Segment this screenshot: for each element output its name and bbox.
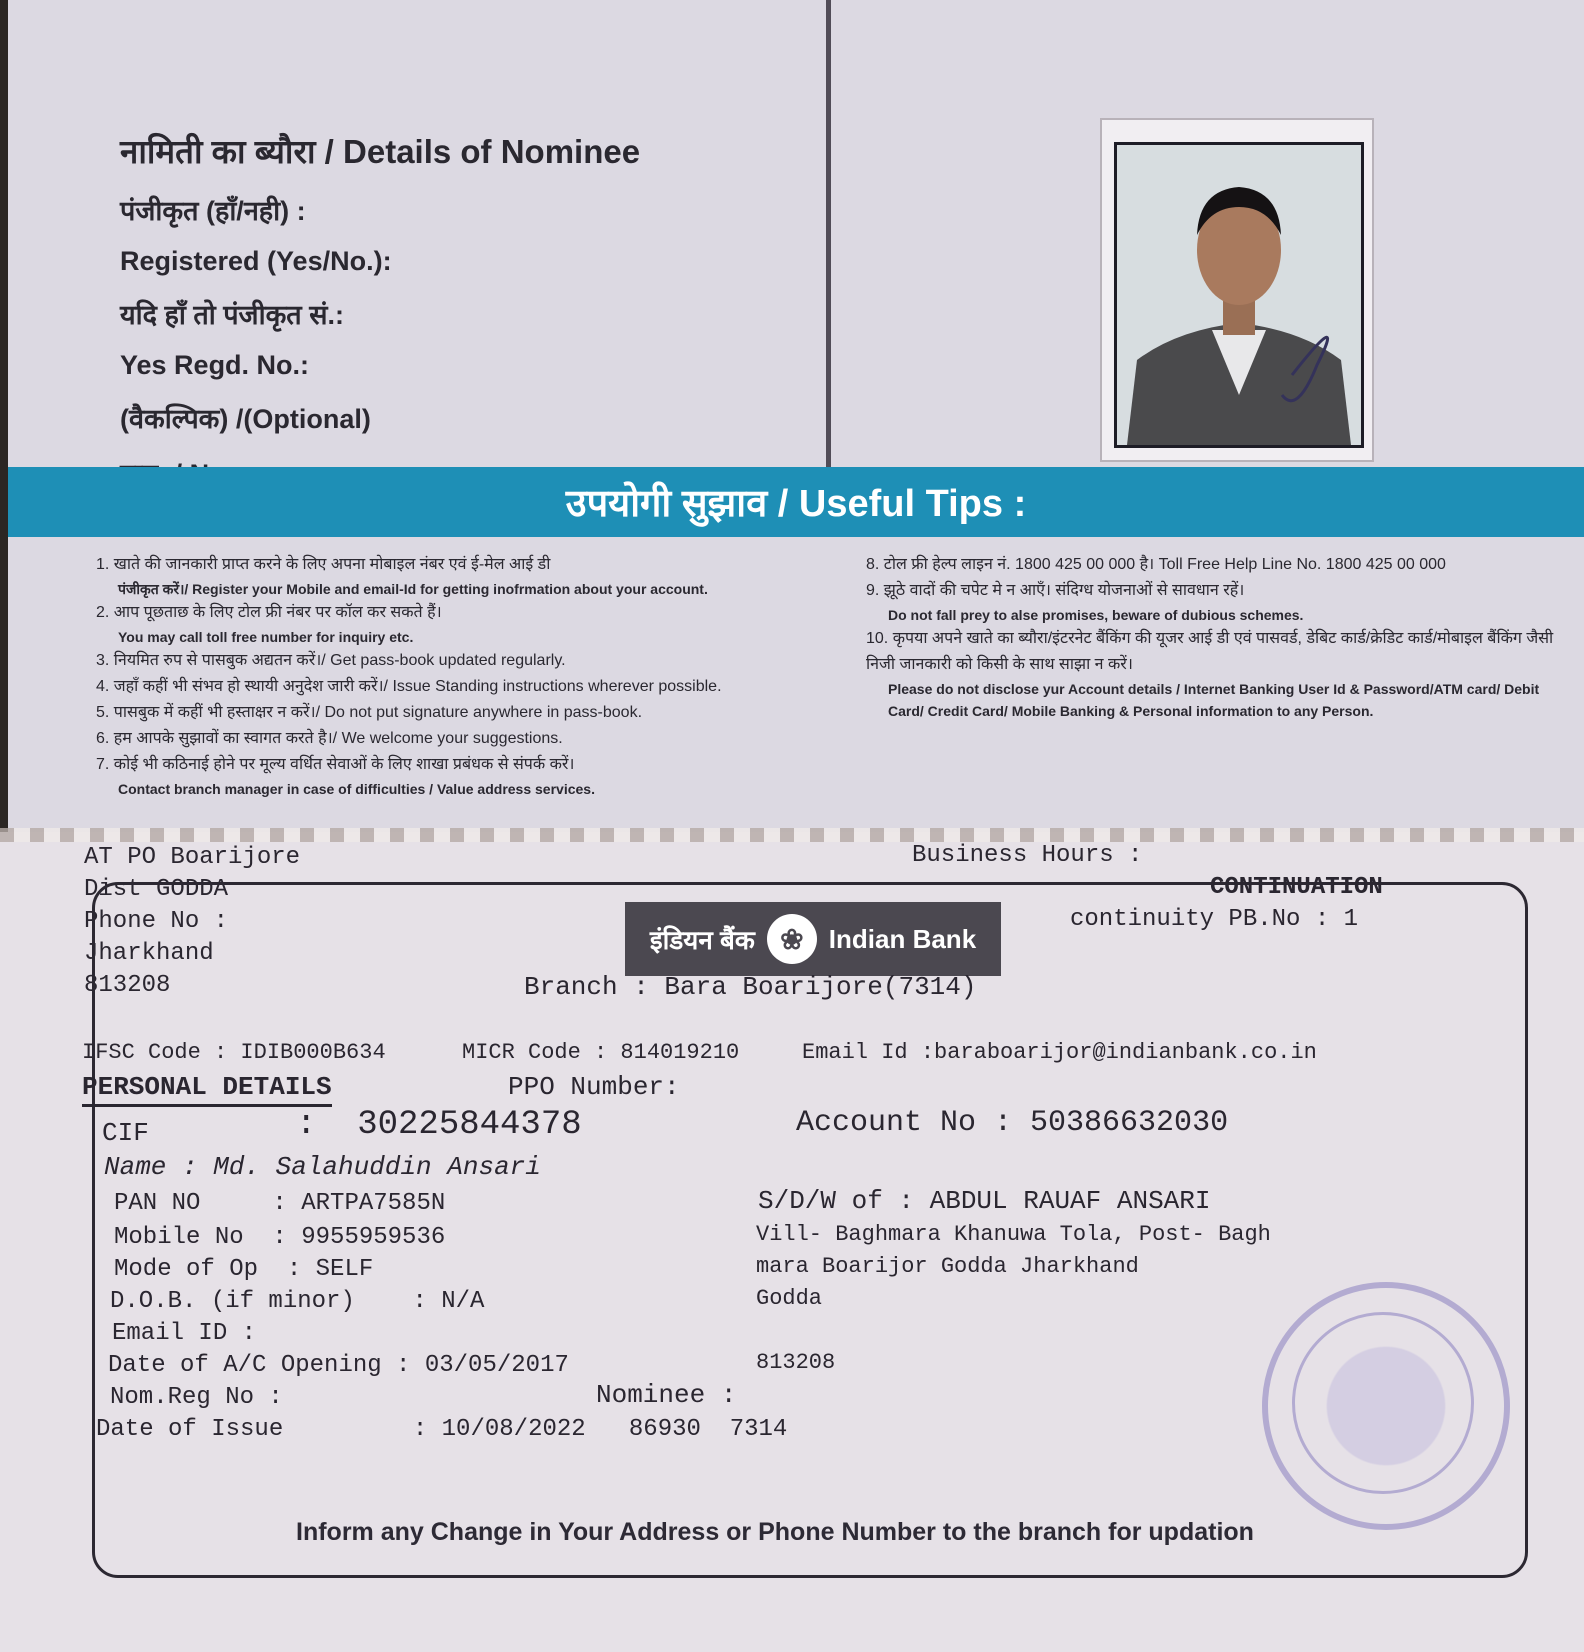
bank-logo-english: Indian Bank [828, 923, 977, 954]
personal-details-heading: PERSONAL DETAILS [82, 1072, 332, 1107]
optional-label: (वैकल्पिक) /(Optional) [120, 404, 371, 434]
tip-1-en: पंजीकृत करें।/ Register your Mobile and email-Id for getting inofrmation about your account. [118, 581, 708, 597]
nominee-label: Nominee : [596, 1380, 737, 1410]
registered-hindi: पंजीकृत (हाँ/नही) : [120, 196, 306, 226]
useful-tips-banner [8, 467, 1584, 537]
address-line: Jharkhand [84, 940, 214, 967]
tip-7: 7. कोई भी कठिनाई होने पर मूल्य वर्धित सेवाओं के लिए शाखा प्रबंधक से संपर्क करें। [96, 756, 575, 773]
cif-label: CIF [102, 1118, 149, 1148]
business-hours: Business Hours : [912, 842, 1143, 869]
tip-3: 3. नियमित रुप से पासबुक अद्यतन करें।/ Get pass-book updated regularly. [96, 652, 566, 669]
tip-2: 2. आप पूछताछ के लिए टोल फ्री नंबर पर कॉल कर सकते हैं। [96, 604, 442, 621]
bank-seal-stamp [1262, 1282, 1510, 1530]
ppo-number: PPO Number: [508, 1072, 680, 1102]
address-pin: 813208 [756, 1350, 836, 1375]
nominee-heading: नामिती का ब्यौरा / Details of Nominee [120, 133, 641, 170]
cif-value: : 30225844378 [296, 1106, 582, 1144]
branch-email: Email Id :baraboarijor@indianbank.co.in [802, 1040, 1317, 1065]
mobile-number: Mobile No : 9955959536 [114, 1224, 446, 1251]
date-of-issue: Date of Issue : 10/08/2022 86930 7314 [96, 1416, 788, 1443]
tip-9-en: Do not fall prey to alse promises, beware of dubious schemes. [888, 607, 1304, 623]
branch-name: Branch : Bara Boarijore(7314) [524, 972, 977, 1002]
tips-right-column [866, 552, 1556, 722]
ifsc-code: IFSC Code : IDIB000B634 [82, 1040, 386, 1065]
registered-label: Registered (Yes/No.): [120, 246, 392, 276]
nomination-reg-no: Nom.Reg No : [110, 1384, 283, 1411]
passbook-number: continuity PB.No : 1 [1070, 906, 1359, 933]
tip-5: 5. पासबुक में कहीं भी हस्ताक्षर न करें।/ Do not put signature anywhere in pass-book. [96, 704, 643, 721]
address-line: 813208 [84, 972, 171, 999]
tip-4: 4. जहाँ कहीं भी संभव हो स्थायी अनुदेश जारी करें।/ Issue Standing instructions wherever possible. [96, 678, 722, 695]
micr-code: MICR Code : 814019210 [462, 1040, 740, 1065]
regd-no-label: Yes Regd. No.: [120, 350, 310, 380]
bank-logo-hindi: इंडियन बैंक [649, 925, 755, 955]
tip-7-en: Contact branch manager in case of difficulties / Value address services. [118, 781, 595, 797]
footer-notice: Inform any Change in Your Address or Phone Number to the branch for updation [296, 1518, 1254, 1546]
tip-9: 9. झूठे वादों की चपेट मे न आएँ। संदिग्ध योजनाओं से सावधान रहें। [866, 582, 1245, 599]
continuation-label: CONTINUATION [1210, 874, 1383, 901]
address-line-1: Vill- Baghmara Khanuwa Tola, Post- Bagh [756, 1222, 1271, 1247]
address-line-2: mara Boarijor Godda Jharkhand [756, 1254, 1139, 1279]
regd-no-hindi: यदि हाँ तो पंजीकृत सं.: [120, 300, 344, 330]
tip-8: 8. टोल फ्री हेल्प लाइन नं. 1800 425 00 000 है। Toll Free Help Line No. 1800 425 00 000 [866, 556, 1446, 573]
account-holder-photo [1114, 142, 1364, 448]
page-divider [826, 0, 831, 467]
tip-10-en: Please do not disclose yur Account details / Internet Banking User Id & Password/ATM card/ Debit Card/ Credit Card/ Mobile Banking & Personal information to any Person. [888, 681, 1540, 719]
parent-name: S/D/W of : ABDUL RAUAF ANSARI [758, 1186, 1211, 1216]
date-of-birth: D.O.B. (if minor) : N/A [110, 1288, 485, 1315]
indian-bank-logo [625, 902, 1001, 976]
nominee-details [120, 128, 640, 491]
address-line: Dist GODDA [84, 876, 229, 903]
bank-emblem-icon: ❀ [767, 914, 817, 964]
bank-seal-inner-ring [1292, 1312, 1474, 1494]
mode-of-operation: Mode of Op : SELF [114, 1256, 374, 1283]
useful-tips-title: उपयोगी सुझाव / Useful Tips : [565, 483, 1027, 525]
address-line: Phone No : [84, 908, 229, 935]
tip-2-en: You may call toll free number for inquiry etc. [118, 629, 414, 645]
account-holder-name: Name : Md. Salahuddin Ansari [104, 1152, 541, 1182]
passbook-stitching [0, 828, 1584, 842]
tip-10: 10. कृपया अपने खाते का ब्यौरा/इंटरनेट बैंकिंग की यूजर आई डी एवं पासवर्ड, डेबिट कार्ड/क्रेडिट कार्ड/मोबाइल बैंकिंग जैसी निजी जानकारी को किसी के साथ साझा न करें। [866, 630, 1554, 673]
address-line: AT PO Boarijore [84, 844, 301, 871]
account-opening-date: Date of A/C Opening : 03/05/2017 [108, 1352, 569, 1379]
pan-number: PAN NO : ARTPA7585N [114, 1190, 446, 1217]
tip-6: 6. हम आपके सुझावों का स्वागत करते है।/ We welcome your suggestions. [96, 730, 563, 747]
photo-frame [1100, 118, 1374, 462]
address-line-3: Godda [756, 1286, 823, 1311]
tips-left-column [96, 552, 866, 800]
email-id: Email ID : [112, 1320, 257, 1347]
tip-1: 1. खाते की जानकारी प्राप्त करने के लिए अपना मोबाइल नंबर एवं ई-मेल आई डी [96, 556, 551, 573]
account-number: Account No : 50386632030 [796, 1106, 1229, 1140]
